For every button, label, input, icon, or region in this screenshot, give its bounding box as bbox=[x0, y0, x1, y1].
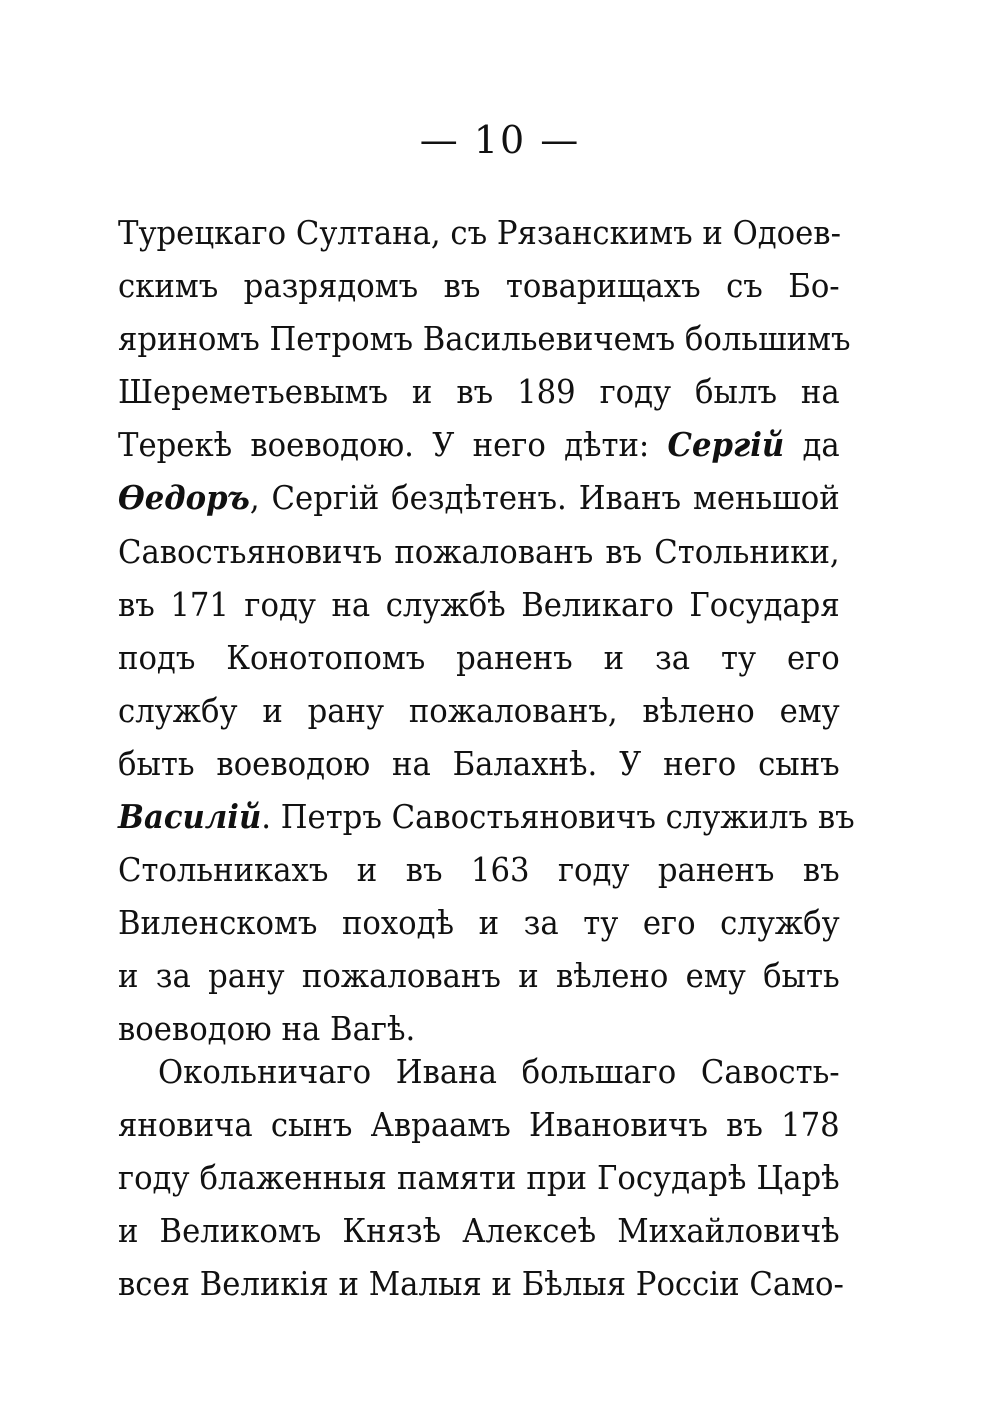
italic-name: Ѳедоръ bbox=[118, 478, 250, 518]
text-line: быть воеводою на Балахнѣ. У него сынъ bbox=[118, 743, 840, 783]
text-line bbox=[118, 418, 840, 471]
text-line: въ 171 году на службѣ Великаго Государя bbox=[118, 584, 840, 624]
text-line: Стольникахъ и въ 163 году раненъ въ bbox=[118, 850, 840, 890]
text-line: Шереметьевымъ и въ 189 году былъ на bbox=[118, 372, 840, 412]
text-run: . Петръ Савостьяновичъ служилъ въ bbox=[261, 797, 855, 837]
text-run: Терекѣ воеводою. У него дѣти: bbox=[118, 425, 668, 465]
paragraph-1 bbox=[118, 206, 855, 1056]
text-line: Савостьяновичъ пожалованъ въ Стольники, bbox=[118, 531, 840, 571]
page-number: — 10 — bbox=[419, 118, 581, 162]
text-line: службу и рану пожалованъ, вѣлено ему bbox=[118, 690, 840, 730]
italic-name: Василій bbox=[118, 797, 262, 837]
text-line: и Великомъ Князѣ Алексеѣ Михайловичѣ bbox=[118, 1211, 840, 1251]
text-run: да bbox=[784, 425, 840, 465]
text-line: Виленскомъ походѣ и за ту его службу bbox=[118, 903, 840, 943]
text-line: яриномъ Петромъ Васильевичемъ большимъ bbox=[118, 319, 851, 359]
text-line bbox=[118, 790, 855, 843]
paragraph-2 bbox=[118, 1045, 844, 1310]
text-line bbox=[118, 471, 840, 524]
text-line: скимъ разрядомъ въ товарищахъ съ Бо- bbox=[118, 266, 840, 306]
text-line: и за рану пожалованъ и вѣлено ему быть bbox=[118, 956, 840, 996]
text-line: воеводою на Вагѣ. bbox=[118, 1009, 416, 1049]
text-line: Окольничаго Ивана большаго Савость- bbox=[157, 1052, 840, 1091]
text-run: , Сергій бездѣтенъ. Иванъ меньшой bbox=[249, 478, 840, 518]
italic-name: Сергій bbox=[667, 425, 785, 465]
text-line: году блаженныя памяти при Государѣ Царѣ bbox=[118, 1158, 840, 1198]
text-line: всея Великія и Малыя и Бѣлыя Россіи Само- bbox=[118, 1264, 844, 1304]
text-line: подъ Конотопомъ раненъ и за ту его bbox=[118, 637, 840, 677]
text-line: яновича сынъ Авраамъ Ивановичъ въ 178 bbox=[118, 1105, 840, 1145]
text-line: Турецкаго Султана, съ Рязанскимъ и Одоев- bbox=[118, 213, 841, 252]
